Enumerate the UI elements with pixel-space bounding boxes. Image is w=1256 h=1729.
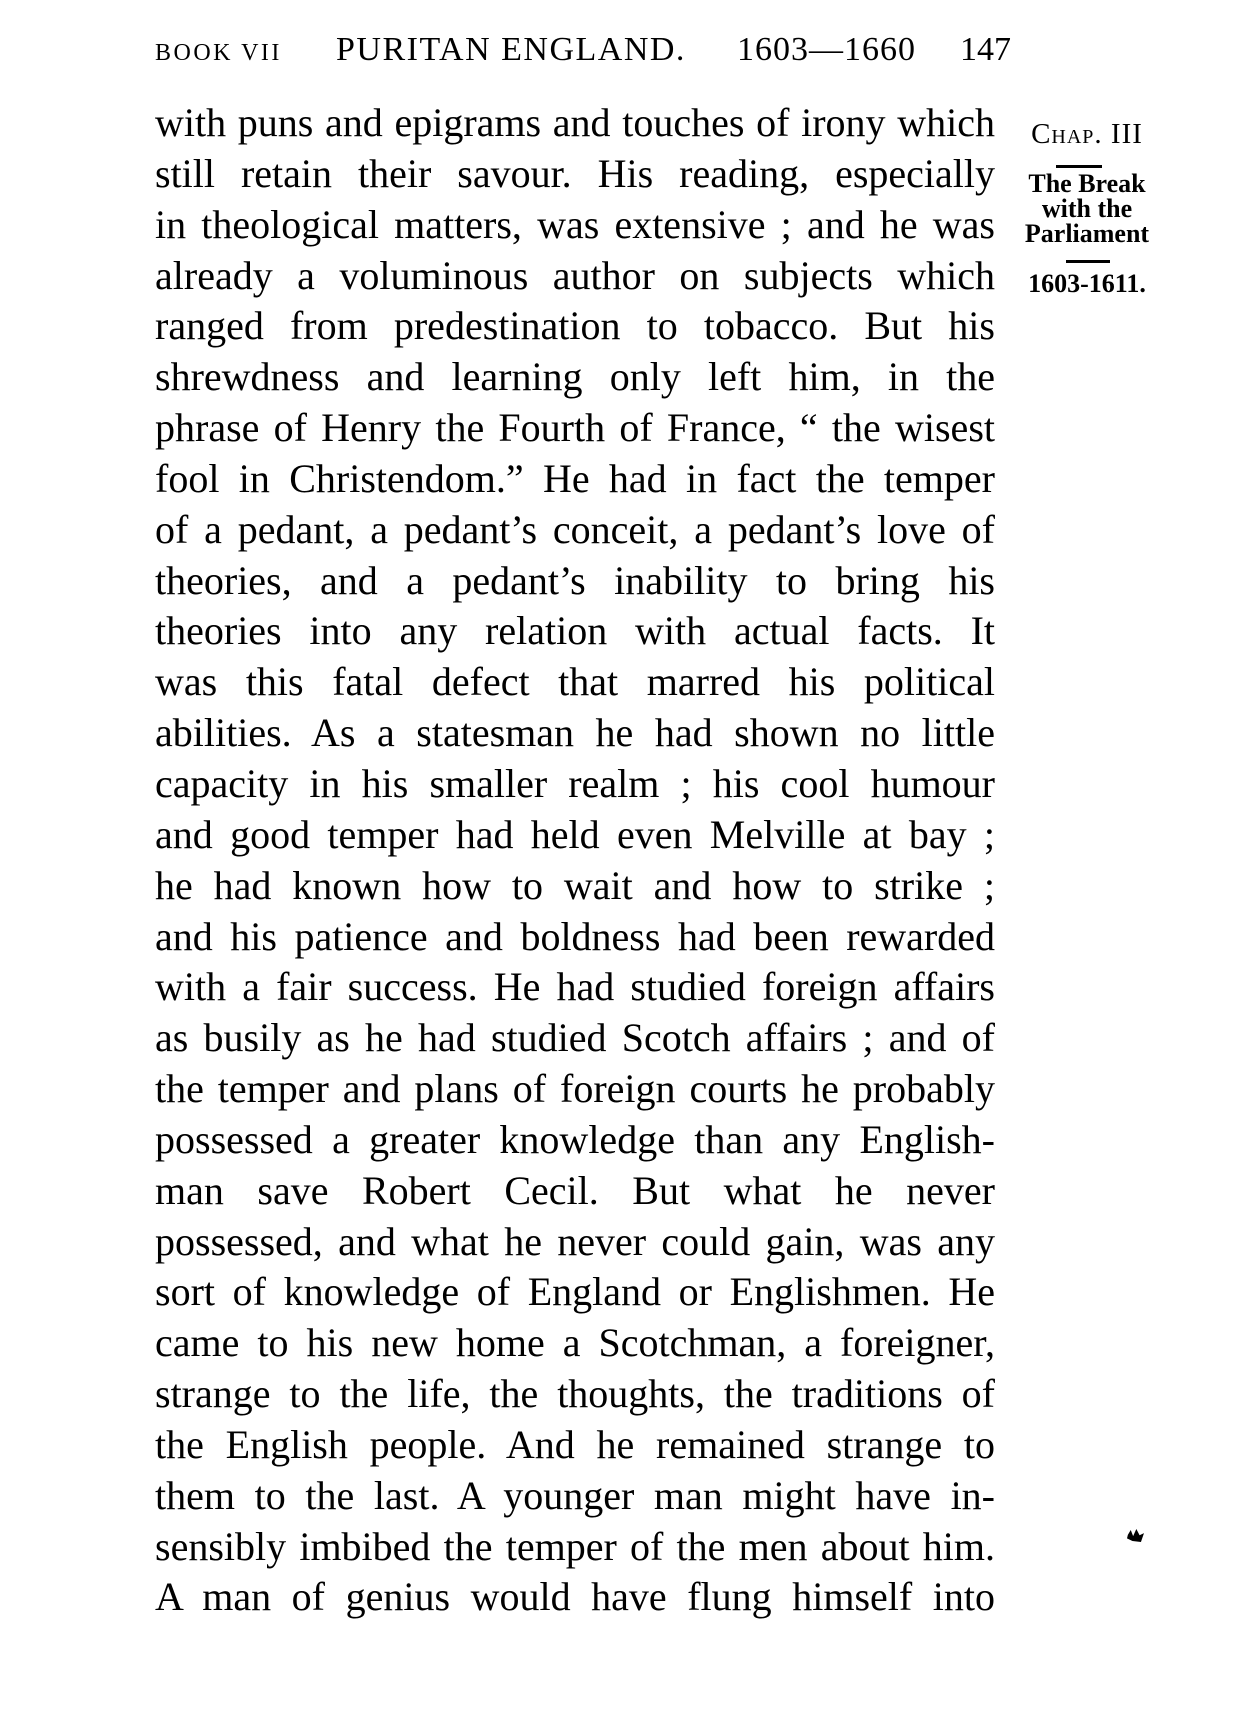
body-text-column: [155, 98, 995, 1623]
text-line: with puns and epigrams and touches of irony which: [155, 100, 995, 145]
text-line: he had known how to wait and how to strike ;: [155, 862, 995, 908]
text-line: was this fatal defect that marred his political: [155, 659, 995, 705]
text-line: abilities. As a statesman he had shown no little: [155, 710, 995, 756]
text-line: in theological matters, was extensive ; and he was: [155, 201, 995, 247]
text-line: shrewdness and learning only left him, in the: [155, 354, 995, 400]
margin-rule-bottom: [1066, 260, 1110, 263]
header-book-label: BOOK VII: [155, 40, 282, 66]
text-line: the English people. And he remained strange to: [155, 1421, 995, 1467]
text-line: and good temper had held even Melville at bay ;: [155, 811, 995, 857]
text-line: possessed, and what he never could gain, was any: [155, 1218, 995, 1264]
text-line: them to the last. A younger man might have in-: [155, 1472, 995, 1518]
text-line: A man of genius would have flung himself into: [155, 1574, 995, 1620]
margin-chapter-heading: Chap. III: [1031, 118, 1143, 150]
text-line: of a pedant, a pedant’s conceit, a pedant’s love of: [155, 506, 995, 552]
header-page-number: 147: [960, 31, 1011, 68]
text-line: the temper and plans of foreign courts he probably: [155, 1066, 995, 1112]
text-line: possessed a greater knowledge than any English-: [155, 1116, 995, 1162]
margin-rule-top: [1056, 165, 1102, 168]
text-line: with a fair success. He had studied foreign affairs: [155, 964, 995, 1010]
text-line: phrase of Henry the Fourth of France, “ the wisest: [155, 405, 995, 451]
text-line: capacity in his smaller realm ; his cool humour: [155, 760, 995, 806]
text-line: strange to the life, the thoughts, the traditions of: [155, 1371, 995, 1417]
margin-years-note: 1603-1611.: [1028, 269, 1146, 298]
ink-speck-mark: [1127, 1529, 1144, 1542]
text-line: theories, and a pedant’s inability to bring his: [155, 557, 995, 603]
text-line: as busily as he had studied Scotch affairs ; and of: [155, 1015, 995, 1061]
text-line: theories into any relation with actual facts. It: [155, 608, 995, 654]
margin-section-title-line: The Break: [1028, 169, 1146, 198]
header-title: PURITAN ENGLAND.: [336, 31, 686, 68]
margin-section-title: [1003, 171, 1171, 246]
margin-section-title-line: with the: [1041, 194, 1133, 223]
text-line: man save Robert Cecil. But what he never: [155, 1167, 995, 1213]
text-line: fool in Christendom.” He had in fact the temper: [155, 455, 995, 501]
text-line: already a voluminous author on subjects which: [155, 252, 995, 298]
text-line: ranged from predestination to tobacco. But his: [155, 303, 995, 349]
text-line: still retain their savour. His reading, especially: [155, 150, 995, 196]
margin-section-title-line: Parliament: [1024, 219, 1150, 248]
text-line: sort of knowledge of England or Englishmen. He: [155, 1269, 995, 1315]
text-line: sensibly imbibed the temper of the men about him.: [155, 1523, 995, 1569]
text-line: came to his new home a Scotchman, a foreigner,: [155, 1320, 995, 1366]
text-line: and his patience and boldness had been rewarded: [155, 913, 995, 959]
header-date-range: 1603—1660: [737, 31, 916, 68]
